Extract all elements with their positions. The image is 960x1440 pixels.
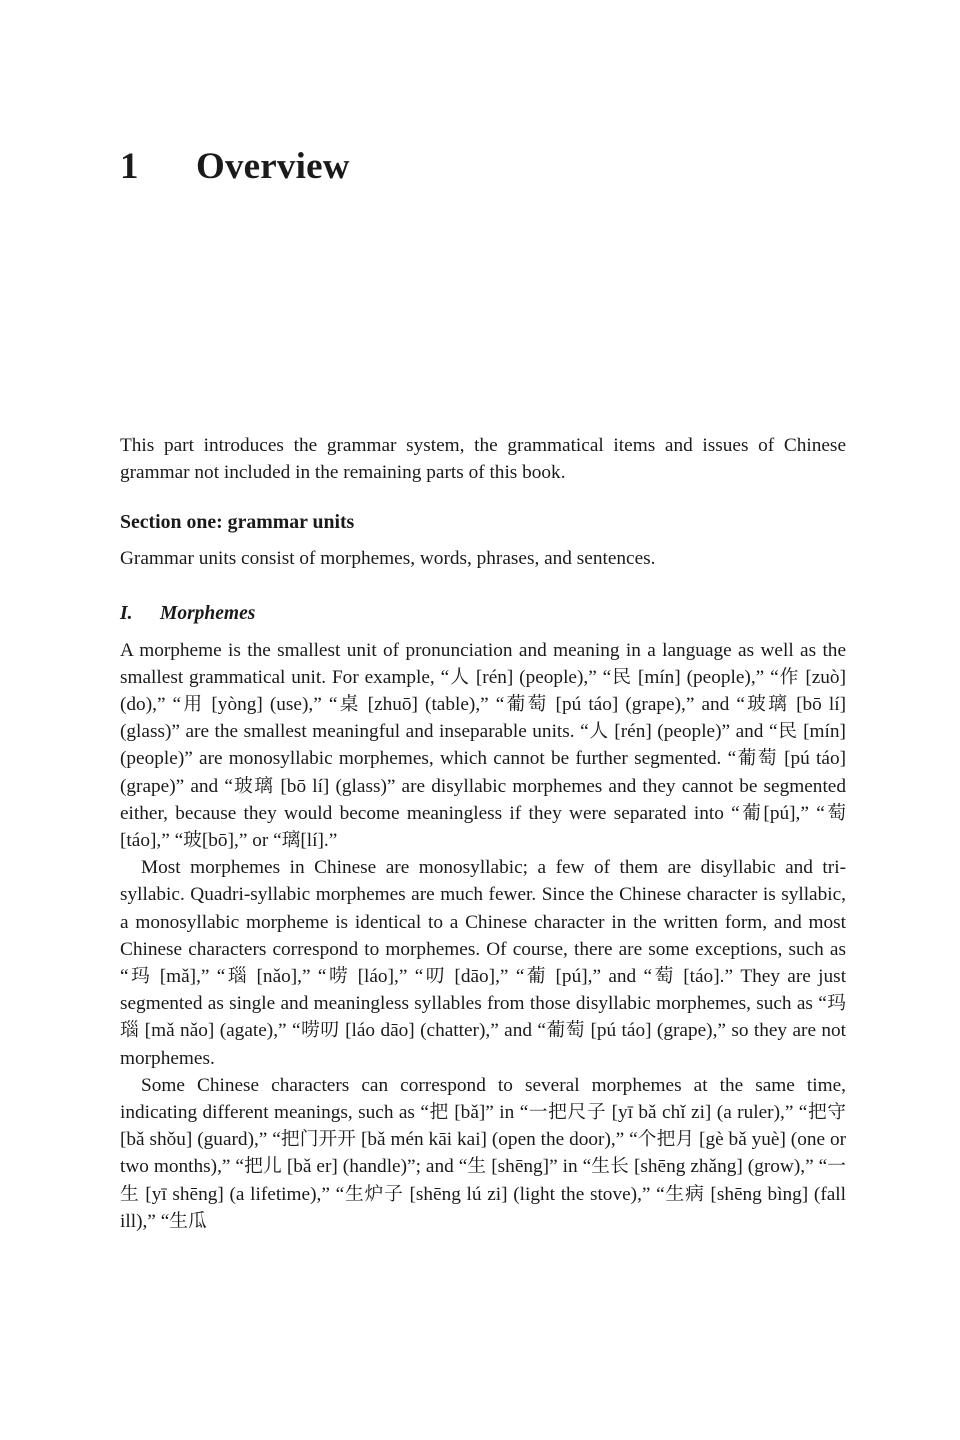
cjk-text: 玛 (128, 966, 153, 988)
cjk-text: 把门开开 (280, 1129, 357, 1151)
cjk-text: 葡萄 (504, 694, 549, 716)
cjk-text: 人 (449, 666, 470, 688)
cjk-text: 葡萄 (545, 1020, 586, 1042)
body-paragraph-morpheme-definition: A morpheme is the smallest unit of pronunciation and meaning in a language as well as the smallest grammatical unit. For example, “人 [rén] (people),” “民 [mín] (people),” “作 [zuò] (do),” “用 [yòng] (use),” “桌 [zhuō] (table),” “葡萄 [pú táo] (grape),” and “玻璃 [bō lí] (glass)” are the smallest meaningful and inseparable units. “人 [rén] (people)” and “民 [mín] (people)” are monosyllabic morphemes, which cannot be further segmented. “葡萄 [pú táo] (grape)” and “玻璃 [bō lí] (glass)” are disyllabic morphemes and they cannot be segmented either, because they would become meaningless if they were separated into “葡[pú],” “萄[táo],” “玻[bō],” or “璃[lí].” (120, 639, 847, 852)
cjk-text: 生 (467, 1156, 487, 1178)
spacer (120, 486, 846, 509)
subsection-heading (120, 601, 846, 627)
cjk-text: 葡 (524, 966, 549, 988)
chapter-number: 1 (120, 145, 139, 187)
cjk-text: 把 (428, 1102, 449, 1124)
cjk-text: 玛瑙 (120, 993, 847, 1042)
cjk-text: 玻 (183, 830, 202, 852)
cjk-text: 作 (778, 666, 800, 688)
cjk-text: 玻璃 (744, 694, 790, 716)
subsection-label: Morphemes (160, 602, 256, 624)
cjk-text: 生长 (591, 1156, 630, 1178)
cjk-text: 瑙 (225, 966, 250, 988)
cjk-text: 民 (777, 721, 798, 743)
spacer (120, 627, 846, 637)
cjk-text: 一把尺子 (528, 1102, 607, 1124)
cjk-text: 唠叨 (300, 1020, 340, 1042)
cjk-text: 民 (611, 666, 633, 688)
subsection-number: I. (120, 602, 133, 624)
cjk-text: 用 (181, 694, 205, 716)
body-content (120, 432, 846, 1235)
cjk-text: 萄 (824, 802, 846, 824)
cjk-text: 萄 (652, 966, 676, 988)
cjk-text: 把儿 (244, 1156, 282, 1178)
cjk-text: 一生 (120, 1156, 847, 1205)
cjk-text: 璃 (281, 830, 301, 852)
spacer (120, 573, 846, 601)
section-intro-paragraph: Grammar units consist of morphemes, words, phrases, and sentences. (120, 548, 656, 570)
cjk-text: 生病 (664, 1183, 705, 1205)
section-heading: Section one: grammar units (120, 511, 355, 534)
intro-paragraph: This part introduces the grammar system, the grammatical items and issues of Chinese grammar not included in the remaining parts of this book. (120, 435, 846, 484)
cjk-text: 人 (588, 721, 609, 743)
cjk-text: 生炉子 (344, 1183, 404, 1205)
body-paragraph-monosyllabic-majority: Most morphemes in Chinese are monosyllabic; a few of them are disyllabic and tri-syllabic. Quadri-syllabic morphemes are much fewer. Since the Chinese character is syllabic, a monosyllabic morpheme is identical to a Chinese character in the written form, and most Chinese characters correspond to morphemes. Of course, there are some exceptions, such as “玛 [mǎ],” “瑙 [nǎo],” “唠 [láo],” “叨 [dāo],” “葡 [pú],” and “萄 [táo].” They are just segmented as single and meaningless syllables from those disyllabic morphemes, such as “玛瑙 [mǎ nǎo] (agate),” “唠叨 [láo dāo] (chatter),” and “葡萄 [pú táo] (grape),” so they are not morphemes. (120, 857, 847, 1069)
body-paragraph-multiple-morphemes: Some Chinese characters can correspond to several morphemes at the same time, indicating different meanings, such as “把 [bǎ]” in “一把尺子 [yī bǎ chǐ zi] (a ruler),” “把守 [bǎ shǒu] (guard),” “把门开开 [bǎ mén kāi kai] (open the door),” “个把月 [gè bǎ yuè] (one or two months),” “把儿 [bǎ er] (handle)”; and “生 [shēng]” in “生长 [shēng zhǎng] (grow),” “一生 [yī shēng] (a lifetime),” “生炉子 [shēng lú zi] (light the stove),” “生病 [shēng bìng] (fall ill),” “生瓜 (120, 1074, 847, 1232)
cjk-text: 唠 (326, 966, 351, 988)
cjk-text: 生瓜 (169, 1210, 207, 1232)
cjk-text: 桌 (337, 694, 361, 716)
spacer (120, 535, 846, 545)
cjk-text: 个把月 (637, 1129, 695, 1151)
cjk-text: 葡 (739, 802, 764, 824)
cjk-text: 葡萄 (736, 748, 778, 770)
cjk-text: 叨 (423, 966, 448, 988)
cjk-text: 玻璃 (232, 775, 275, 797)
cjk-text: 把守 (807, 1102, 846, 1124)
chapter-name: Overview (196, 145, 350, 187)
chapter-title (120, 147, 846, 188)
